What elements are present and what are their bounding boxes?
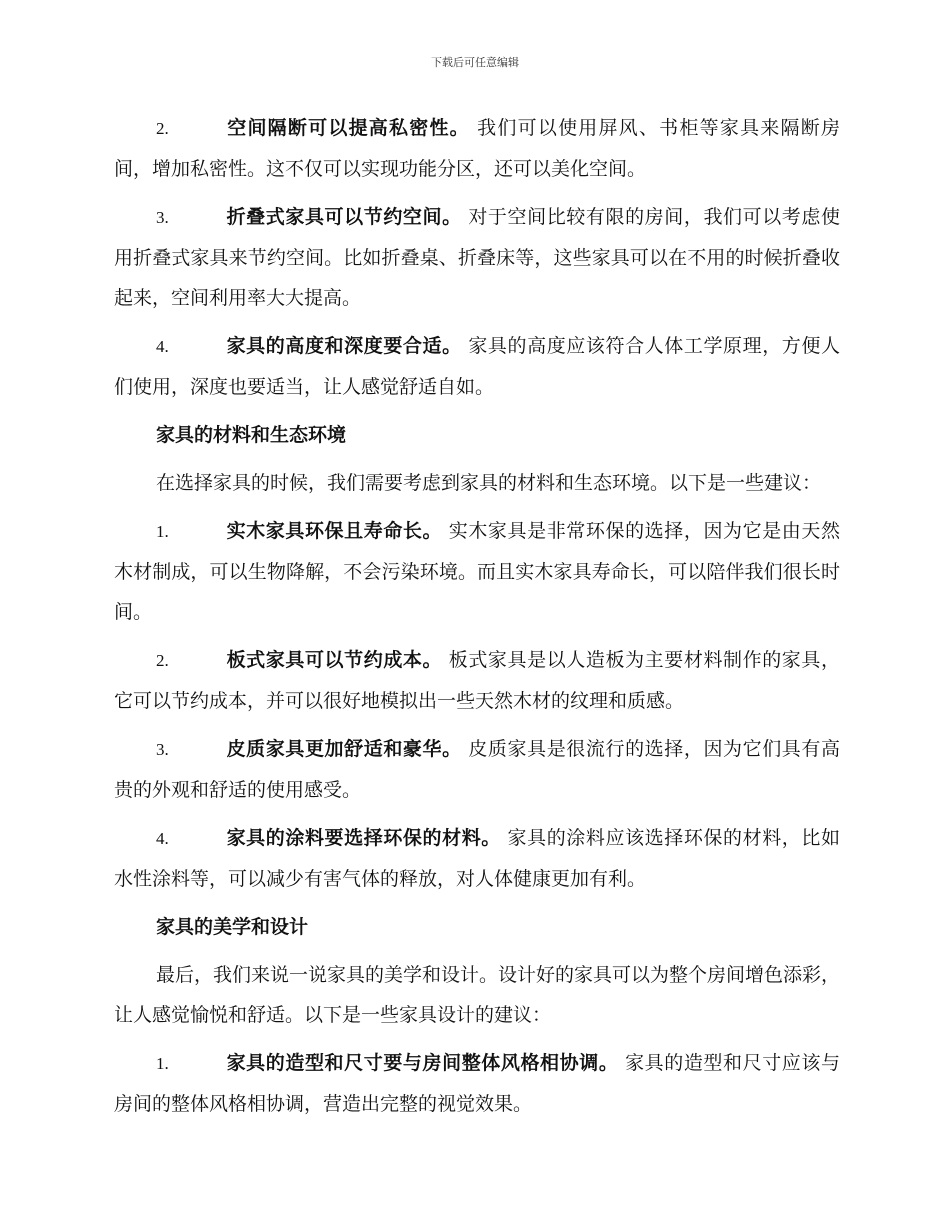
paragraph: 在选择家具的时候，我们需要考虑到家具的材料和生态环境。以下是一些建议： [156, 472, 822, 494]
section-heading: 家具的材料和生态环境 [156, 424, 347, 446]
list-number: 2. [156, 651, 169, 670]
item-text: 我们可以使用屏风、书柜等家具来隔断房间，增加私密性。这不仅可以实现功能分区，还可以美化空间。 [114, 117, 840, 180]
item-title: 皮质家具更加舒适和豪华。 [226, 738, 462, 760]
item-text: 家具的造型和尺寸应该与房间的整体风格相协调，营造出完整的视觉效果。 [114, 1052, 840, 1115]
item-text: 家具的高度应该符合人体工学原理，方便人们使用，深度也要适当，让人感觉舒适自如。 [114, 335, 840, 398]
list-number: 1. [156, 522, 169, 541]
list-number: 3. [156, 208, 169, 227]
item-title: 家具的造型和尺寸要与房间整体风格相协调。 [226, 1052, 619, 1074]
section-heading: 家具的美学和设计 [156, 916, 309, 938]
item-text: 实木家具是非常环保的选择，因为它是由天然木材制成，可以生物降解，不会污染环境。而且实木家具寿命长，可以陪伴我们很长时间。 [114, 520, 840, 623]
page-header: 下载后可任意编辑 [431, 56, 519, 69]
list-item [114, 197, 840, 318]
list-item [114, 326, 840, 407]
item-title: 家具的涂料要选择环保的材料。 [226, 827, 501, 849]
item-title: 实木家具环保且寿命长。 [226, 520, 443, 542]
list-item [114, 108, 840, 189]
item-text: 家具的涂料应该选择环保的材料，比如水性涂料等，可以减少有害气体的释放，对人体健康更加有利。 [114, 827, 840, 890]
item-title: 空间隔断可以提高私密性。 [226, 117, 470, 139]
list-item [114, 1043, 840, 1124]
item-text: 对于空间比较有限的房间，我们可以考虑使用折叠式家具来节约空间。比如折叠桌、折叠床等，这些家具可以在不用的时候折叠收起来，空间利用率大大提高。 [114, 206, 840, 309]
item-text: 板式家具是以人造板为主要材料制作的家具，它可以节约成本，并可以很好地模拟出一些天然木材的纹理和质感。 [114, 649, 840, 712]
list-number: 1. [156, 1054, 169, 1073]
list-item [114, 729, 840, 810]
item-text: 皮质家具是很流行的选择，因为它们具有高贵的外观和舒适的使用感受。 [114, 738, 840, 801]
item-title: 家具的高度和深度要合适。 [226, 335, 462, 357]
list-number: 4. [156, 337, 169, 356]
list-number: 4. [156, 829, 169, 848]
list-number: 2. [156, 119, 169, 138]
item-title: 板式家具可以节约成本。 [226, 649, 443, 671]
list-item [114, 511, 840, 632]
list-item [114, 640, 840, 721]
item-title: 折叠式家具可以节约空间。 [226, 206, 462, 228]
document-body [114, 108, 840, 1132]
list-number: 3. [156, 740, 169, 759]
paragraph: 最后，我们来说一说家具的美学和设计。设计好的家具可以为整个房间增色添彩，让人感觉愉悦和舒适。以下是一些家具设计的建议： [114, 964, 841, 1026]
list-item [114, 818, 840, 899]
